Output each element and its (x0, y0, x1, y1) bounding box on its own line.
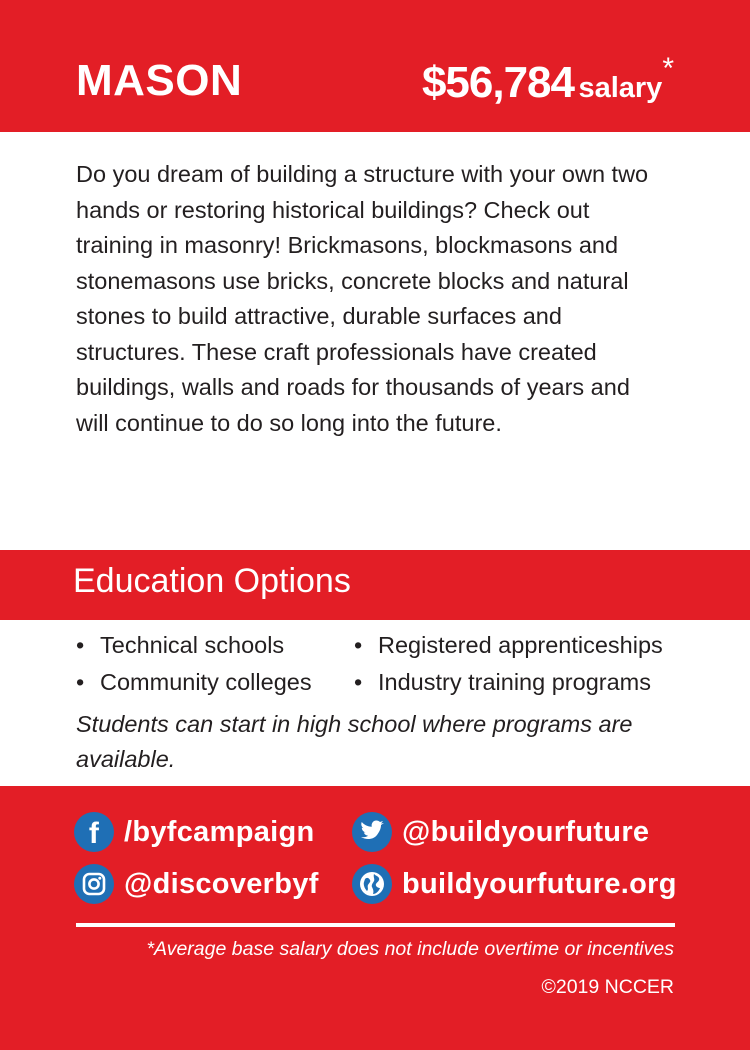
salary (421, 52, 674, 108)
education-option: • Community colleges (76, 669, 312, 695)
svg-text:f: f (88, 817, 100, 850)
facebook-link[interactable] (74, 812, 315, 852)
salary-amount: $56,784 (421, 58, 574, 107)
twitter-handle: @buildyourfuture (402, 815, 650, 848)
education-option: • Registered apprenticeships (354, 632, 663, 658)
website-link[interactable] (352, 864, 677, 904)
instagram-icon (74, 864, 114, 904)
education-heading: Education Options (73, 562, 351, 600)
copyright: ©2019 NCCER (541, 976, 674, 998)
job-description: Do you dream of building a structure with your own two hands or restoring historical buildings? Check out training in masonry! Brickmasons, blockmasons and stonemasons use bricks, concrete blocks and natural stones to build attractive, durable surfaces and structures. These craft professionals have created buildings, walls and roads for thousands of years and will continue to do so long into the future. (76, 161, 649, 436)
globe-icon (352, 864, 392, 904)
twitter-icon (352, 812, 392, 852)
footer-bar (0, 786, 750, 1050)
salary-footnote-mark: * (662, 52, 674, 85)
education-option: • Industry training programs (354, 669, 651, 695)
facebook-handle: /byfcampaign (124, 815, 315, 848)
instagram-handle: @discoverbyf (124, 867, 319, 900)
salary-disclaimer: *Average base salary does not include overtime or incentives (146, 938, 674, 960)
education-option: • Technical schools (76, 632, 285, 658)
education-note: Students can start in high school where programs are available. (76, 711, 633, 772)
website-url: buildyourfuture.org (402, 867, 677, 900)
footer-divider (76, 923, 675, 927)
salary-label: salary (578, 72, 663, 104)
header-bar (0, 0, 750, 132)
instagram-link[interactable] (74, 864, 319, 904)
job-title: MASON (76, 56, 243, 105)
twitter-link[interactable] (352, 812, 649, 852)
education-bar (0, 550, 750, 620)
facebook-icon (74, 812, 114, 852)
